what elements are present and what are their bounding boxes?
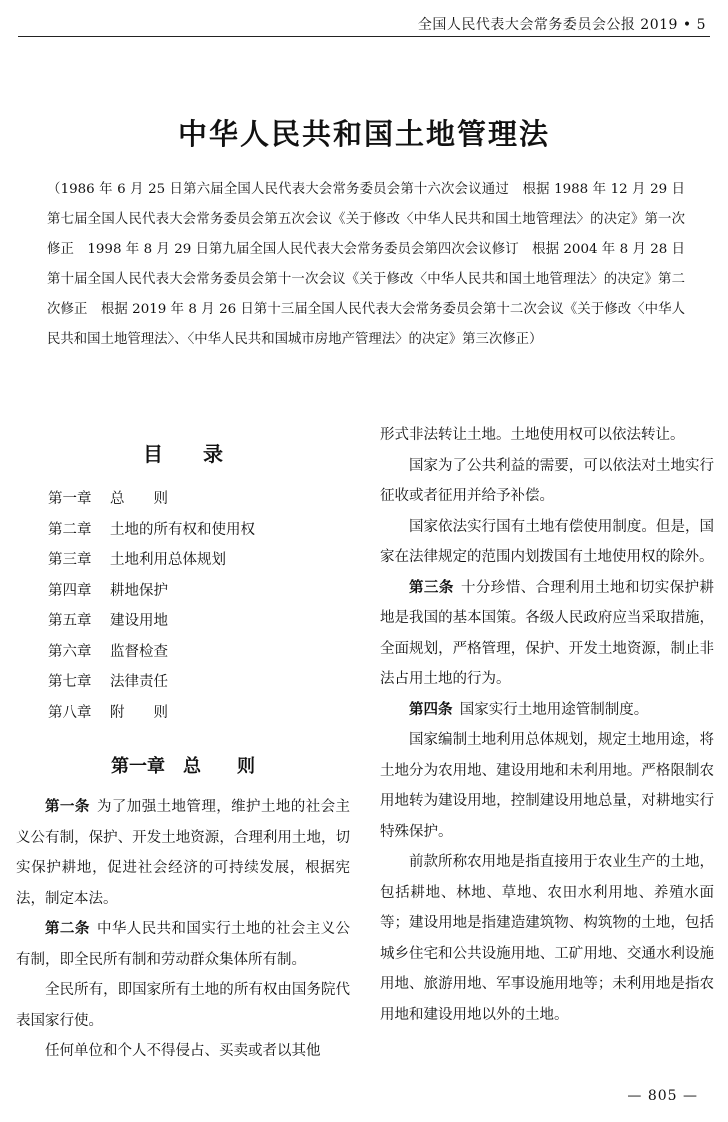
- toc-chapter-name: 建设用地: [110, 613, 168, 629]
- toc-item: [16, 515, 350, 546]
- article-text: 中华人民共和国实行土地的社会主义公有制，即全民所有制和劳动群众集体所有制。: [16, 921, 351, 968]
- toc-chapter-number: 第二章: [48, 521, 92, 538]
- toc-chapter-name: 土地的所有权和使用权: [110, 521, 255, 538]
- toc-chapter-number: 第八章: [48, 704, 92, 721]
- paragraph-text: 全民所有，即国家所有土地的所有权由国务院代表国家行使。: [16, 982, 350, 1029]
- article-number: 第三条: [409, 578, 454, 596]
- toc-item: [16, 484, 350, 515]
- article-number: 第一条: [45, 798, 90, 815]
- paragraph-text: 国家为了公共利益的需要，可以依法对土地实行征收或者征用并给予补偿。: [380, 457, 714, 504]
- toc-chapter-number: 第三章: [48, 552, 92, 568]
- article-number: 第四条: [409, 700, 453, 718]
- paragraph-text: 前款所称农用地是指直接用于农业生产的土地，包括耕地、林地、草地、农田水利用地、养殖水面等；建设用地是指建造建筑物、构筑物的土地，包括城乡住宅和公共设施用地、工矿用地、交通水利设施用地、旅游用地、军事设施用地等；未利用地是指农用地和建设用地以外的土地。: [380, 854, 714, 1023]
- article-paragraph: [16, 792, 350, 914]
- legislative-history: （1986 年 6 月 25 日第六届全国人民代表大会常务委员会第十六次会议通过 根据 1988 年 12 月 29 日第七届全国人民代表大会常务委员会第五次会议《关于修改〈中华人民共和国土地管理法〉的决定》第一次修正 1998 年 8 月 29 日第九届全国人民代表大会常务委员会第四次会议修订 根据 2004 年 8 月 28 日第十届全国人民代表大会常务委员会第十一次会议《关于修改〈中华人民共和国土地管理法〉的决定》第二次修正 根据 2019 年 8 月 26 日第十三届全国人民代表大会常务委员会第十二次会议《关于修改〈中华人民共和国土地管理法〉、〈中华人民共和国城市房地产管理法〉的决定》第三次修正）: [47, 182, 685, 347]
- right-column: [380, 420, 714, 1030]
- article-text: 十分珍惜、合理利用土地和切实保护耕地是我国的基本国策。各级人民政府应当采取措施，全面规划，严格管理，保护、开发土地资源，制止非法占用土地的行为。: [380, 579, 715, 687]
- chapter-name: 总 则: [183, 756, 255, 777]
- toc-chapter-name: 土地利用总体规划: [110, 552, 226, 568]
- article-paragraph: [380, 573, 714, 695]
- header-text: 全国人民代表大会常务委员会公报 2019 • 5: [417, 17, 706, 33]
- paragraph: [16, 1036, 350, 1067]
- toc-chapter-name: 监督检查: [110, 643, 168, 660]
- toc-chapter-number: 第五章: [48, 613, 92, 629]
- paragraph: [380, 451, 714, 512]
- toc-title: 目录: [143, 442, 263, 466]
- paragraph: [380, 847, 714, 1030]
- article-text: 国家实行土地用途管制制度。: [459, 701, 649, 718]
- toc-chapter-name: 附 则: [110, 704, 168, 721]
- paragraph: [380, 512, 714, 573]
- running-header: [18, 8, 710, 37]
- paragraph-text: 国家编制土地利用总体规划，规定土地用途，将土地分为农用地、建设用地和未利用地。严格限制农用地转为建设用地，控制建设用地总量，对耕地实行特殊保护。: [380, 732, 714, 840]
- left-column: [16, 390, 350, 1067]
- toc-item: [16, 576, 350, 607]
- paragraph-text: 国家依法实行国有土地有偿使用制度。但是，国家在法律规定的范围内划拨国有土地使用权的除外。: [380, 518, 714, 565]
- toc-item: [16, 637, 350, 668]
- toc-chapter-name: 总 则: [110, 491, 168, 507]
- toc-item: [16, 667, 350, 698]
- document-title: 中华人民共和国土地管理法: [177, 117, 550, 151]
- toc-chapter-name: 法律责任: [110, 674, 168, 690]
- chapter-heading: [16, 742, 350, 792]
- article-text: 为了加强土地管理，维护土地的社会主义公有制，保护、开发土地资源，合理利用土地，切实保护耕地，促进社会经济的可持续发展，根据宪法，制定本法。: [16, 799, 351, 907]
- chapter-number: 第一章: [111, 756, 165, 777]
- paragraph: [380, 725, 714, 847]
- toc-chapter-number: 第一章: [48, 491, 92, 507]
- toc-chapter-number: 第四章: [48, 582, 92, 599]
- paragraph-text: 任何单位和个人不得侵占、买卖或者以其他: [45, 1043, 321, 1059]
- article-paragraph: [16, 914, 350, 975]
- toc-item: [16, 545, 350, 576]
- table-of-contents: [16, 484, 350, 728]
- paragraph: [16, 975, 350, 1036]
- toc-chapter-number: 第六章: [48, 643, 92, 660]
- toc-item: [16, 606, 350, 637]
- page-number: — 805 —: [627, 1088, 698, 1104]
- toc-chapter-name: 耕地保护: [110, 582, 168, 599]
- article-number: 第二条: [45, 920, 90, 937]
- toc-item: [16, 698, 350, 729]
- paragraph-continuation: 形式非法转让土地。土地使用权可以依法转让。: [380, 427, 685, 443]
- toc-chapter-number: 第七章: [48, 674, 92, 690]
- article-paragraph: [380, 695, 714, 726]
